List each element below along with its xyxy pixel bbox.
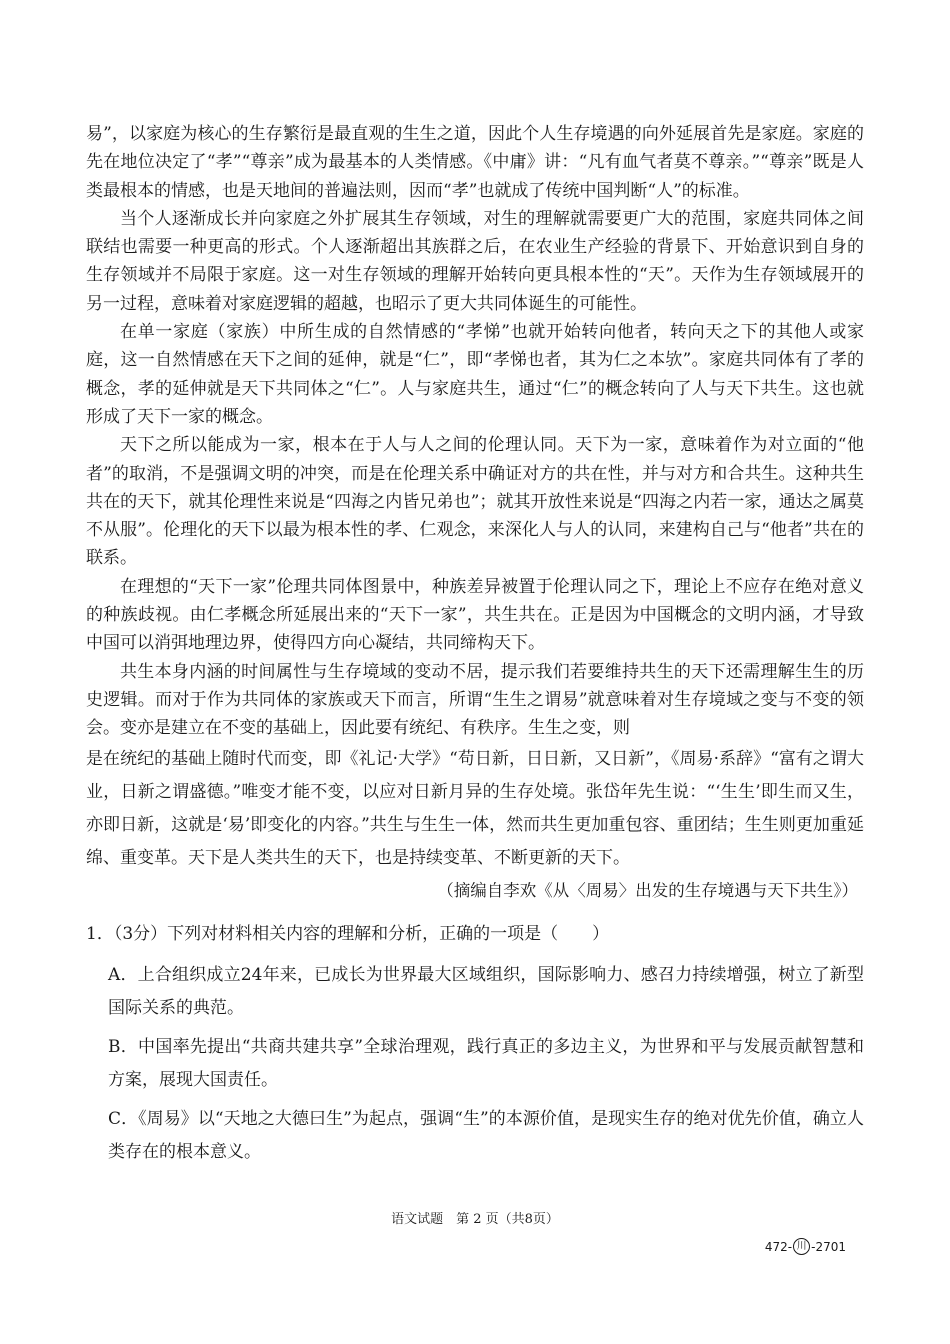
option-b[interactable]: B．中国率先提出“共商共建共享”全球治理观，践行真正的多边主义，为世界和平与发展贡献智慧和方案，展现大国责任。 [108,1036,864,1090]
paragraph-2: 当个人逐渐成长并向家庭之外扩展其生存领域，对生的理解就需要更广大的范围，家庭共同体之间联结也需要一种更高的形式。个人逐渐超出其族群之后，在农业生产经验的背景下、开始意识到自身的生存领域并不局限于家庭。这一对生存领域的理解开始转向更具根本性的“天”。天作为生存领域展开的另一过程，意味着对家庭逻辑的超越，也昭示了更大共同体诞生的可能性。 [86,208,864,314]
exam-code-suffix: -2701 [811,1239,846,1254]
paragraph-6 [86,658,864,743]
document-body [86,120,864,1175]
option-c[interactable]: C．《周易》以“天地之大德曰生”为起点，强调“生”的本源价值，是现实生存的绝对优先价值，确立人类存在的根本意义。 [108,1108,864,1162]
paragraph-4: 天下之所以能成为一家，根本在于人与人之间的伦理认同。天下为一家，意味着作为对立面的“他者”的取消，不是强调文明的冲突，而是在伦理关系中确证对方的共在性，并与对方和合共生。这种共生共在的天下，就其伦理性来说是“四海之内皆兄弟也”；就其开放性来说是“四海之内若一家，通达之属莫不从服”。伦理化的天下以最为根本性的孝、仁观念，来深化人与人的认同，来建构自己与“他者”共在的联系。 [86,435,864,569]
paragraph-6-continued: 是在统纪的基础上随时代而变，即《礼记·大学》“苟日新，日日新，又日新”，《周易·系辞》“富有之谓大业，日新之谓盛德。”唯变才能不变，以应对日新月异的生存处境。张岱年先生说：“‘生生’即生而又生，亦即日新，这就是‘易’即变化的内容。”共生与生生一体，然而共生更加重包容、重团结；生生则更加重延绵、重变革。天下是人类共生的天下，也是持续变革、不断更新的天下。 [86,748,864,868]
source-citation: （摘编自李欢《从〈周易〉出发的生存境遇与天下共生》） [437,880,858,900]
paragraph-6-part1: 共生本身内涵的时间属性与生存境域的变动不居，提示我们若要维持共生的天下还需理解生生的历史逻辑。而对于作为共同体的家族或天下而言，所谓“生生之谓易”就意味着对生存境域之变与不变的领会。变亦是建立在不变的基础上，因此要有统纪、有秩序。生生之变，则 [86,661,864,739]
paragraph-5: 在理想的“天下一家”伦理共同体图景中，种族差异被置于伦理认同之下，理论上不应存在绝对意义的种族歧视。由仁孝概念所延展出来的“天下一家”，共生共在。正是因为中国概念的文明内涵，才导致中国可以消弭地理边界，使得四方向心凝结，共同缔构天下。 [86,576,864,654]
exam-code-prefix: 472- [764,1239,793,1254]
paragraph-1: 易”，以家庭为核心的生存繁衍是最直观的生生之道，因此个人生存境遇的向外延展首先是家庭。家庭的先在地位决定了“孝”“尊亲”成为最基本的人类情感。《中庸》讲：“凡有血气者莫不尊亲。”“尊亲”既是人类最根本的情感，也是天地间的普遍法则，因而“孝”也就成了传统中国判断“人”的标准。 [86,124,864,201]
option-list [86,959,864,1169]
question-stem: 1．（3分）下列对材料相关内容的理解和分析，正确的一项是（ ） [86,923,610,944]
paragraph-3: 在单一家庭（家族）中所生成的自然情感的“孝悌”也就开始转向他者，转向天之下的其他人或家庭，这一自然情感在天下之间的延伸，就是“仁”，即“孝悌也者，其为仁之本欤”。家庭共同体有了孝的概念，孝的延伸就是天下共同体之“仁”。人与家庭共生，通过“仁”的概念转向了人与天下共生。这也就形成了天下一家的概念。 [86,322,864,427]
exam-code-circled: 川 [793,1238,810,1255]
exam-code [765,1238,846,1255]
page-footer: 语文试题 第 2 页（共8页） [391,1212,559,1227]
option-a[interactable]: A．上合组织成立24年来，已成长为世界最大区域组织，国际影响力、感召力持续增强，树立了新型国际关系的典范。 [108,964,864,1018]
